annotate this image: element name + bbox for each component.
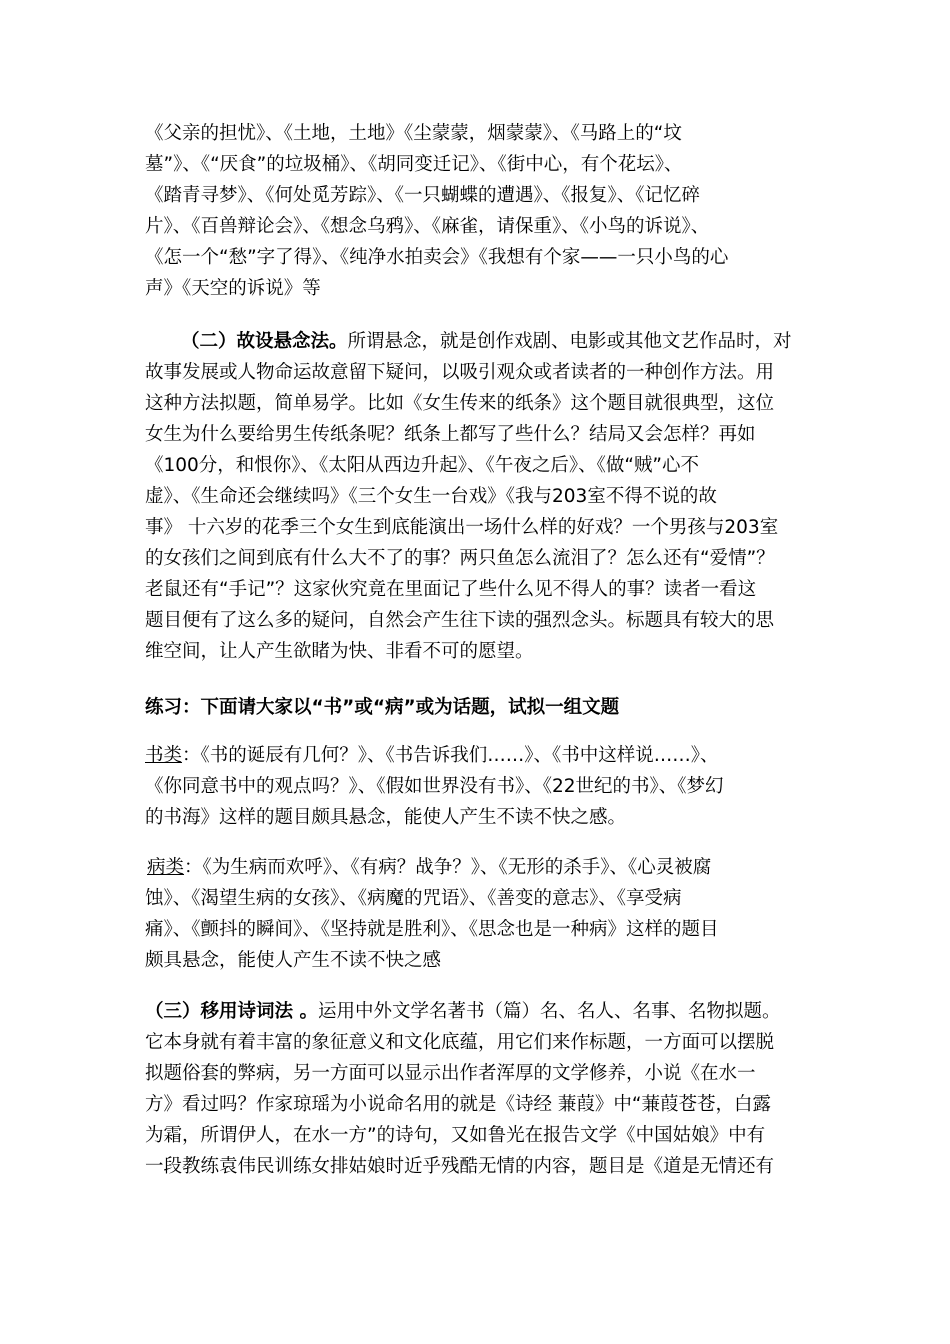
text-line <box>145 740 810 771</box>
title-examples-paragraph <box>145 118 810 304</box>
text-line: 蚀》、《渴望生病的女孩》、《病魔的咒语》、《善变的意志》、《享受病 <box>145 888 682 909</box>
exercise-prompt: 练习：下面请大家以“书”或“病”或为话题，试拟一组文题 <box>145 697 620 718</box>
text-line: 女生为什么要给男生传纸条呢？纸条上都写了些什么？结局又会怎样？再如 <box>145 424 756 445</box>
text-run: 运用中外文学名著书（篇）名、名人、名事、名物拟题。 <box>317 1001 781 1022</box>
text-line: 墓”》、《“厌食”的垃圾桶》、《胡同变迁记》、《街中心，有个花坛》、 <box>145 154 683 175</box>
text-line: 《踏青寻梦》、《何处觅芳踪》、《一只蝴蝶的遭遇》、《报复》、《记忆碎 <box>145 185 701 206</box>
text-line: 声》《天空的诉说》等 <box>145 278 321 299</box>
text-line: 老鼠还有“手记”？这家伙究竟在里面记了些什么见不得人的事？读者一看这 <box>145 579 757 600</box>
text-line: 它本身就有着丰富的象征意义和文化底蕴，用它们来作标题，一方面可以摆脱 <box>145 1032 775 1053</box>
section-heading: （二）故设悬念法。 <box>181 331 348 352</box>
text-line: 为霜，所谓伊人，在水一方”的诗句，又如鲁光在报告文学《中国姑娘》中有 <box>145 1125 766 1146</box>
text-line: 的女孩们之间到底有什么大不了的事？两只鱼怎么流泪了？怎么还有“爱情”？ <box>145 548 775 569</box>
section-heading: （三）移用诗词法 。 <box>145 1001 318 1022</box>
text-line: 故事发展或人物命运故意留下疑问，以吸引观众或者读者的一种创作方法。用 <box>145 362 775 383</box>
book-titles-paragraph <box>145 740 810 833</box>
text-line: 一段教练袁伟民训练女排姑娘时近乎残酷无情的内容，题目是《道是无情还有 <box>145 1156 775 1177</box>
text-line: 维空间，让人产生欲睹为快、非看不可的愿望。 <box>145 641 534 662</box>
text-line: 痛》、《颤抖的瞬间》、《坚持就是胜利》、《思念也是一种病》这样的题目 <box>145 919 719 940</box>
exercise-heading <box>145 692 810 723</box>
text-line <box>145 326 810 357</box>
suspense-method-paragraph <box>145 326 810 667</box>
text-line: 的书海》这样的题目颇具悬念，能使人产生不读不快之感。 <box>145 807 627 828</box>
text-line: 题目便有了这么多的疑问，自然会产生往下读的强烈念头。标题具有较大的思 <box>145 610 775 631</box>
category-label: 书类 <box>145 745 183 766</box>
text-line: 《怎一个“愁”字了得》、《纯净水拍卖会》《我想有个家——一只小鸟的心 <box>145 247 729 268</box>
text-line: 《100分，和恨你》、《太阳从西边升起》、《午夜之后》、《做“贼”心不 <box>145 455 699 476</box>
text-line: 这种方法拟题，简单易学。比如《女生传来的纸条》这个题目就很典型，这位 <box>145 393 775 414</box>
text-run: ：《书的诞辰有几何？》、《书告诉我们……》、《书中这样说……》、 <box>182 745 719 766</box>
text-line <box>145 852 810 883</box>
text-line: 虚》、《生命还会继续吗》《三个女生一台戏》《我与203室不得不说的故 <box>145 486 717 507</box>
text-line: 拟题俗套的弊病，另一方面可以显示出作者浑厚的文学修养，小说《在水一 <box>145 1063 756 1084</box>
text-line: 事》 十六岁的花季三个女生到底能演出一场什么样的好戏？一个男孩与203室 <box>145 517 779 538</box>
text-line: 《你同意书中的观点吗？》、《假如世界没有书》、《22世纪的书》、《梦幻 <box>145 776 724 797</box>
text-line: 方》看过吗？作家琼瑶为小说命名用的就是《诗经 蒹葭》中“蒹葭苍苍，白露 <box>145 1094 771 1115</box>
category-label: 病类 <box>147 857 185 878</box>
poetry-method-paragraph <box>145 996 810 1182</box>
text-line: 片》、《百兽辩论会》、《想念乌鸦》、《麻雀，请保重》、《小鸟的诉说》、 <box>145 216 710 237</box>
illness-titles-paragraph <box>145 852 810 976</box>
text-run: 所谓悬念，就是创作戏剧、电影或其他文艺作品时，对 <box>347 331 792 352</box>
text-line: 《父亲的担忧》、《土地，土地》《尘蒙蒙，烟蒙蒙》、《马路上的“坟 <box>145 123 682 144</box>
text-run: ：《为生病而欢呼》、《有病？战争？》、《无形的杀手》、《心灵被腐 <box>184 857 712 878</box>
text-line <box>145 996 810 1027</box>
text-line: 颇具悬念，能使人产生不读不快之感 <box>145 950 442 971</box>
